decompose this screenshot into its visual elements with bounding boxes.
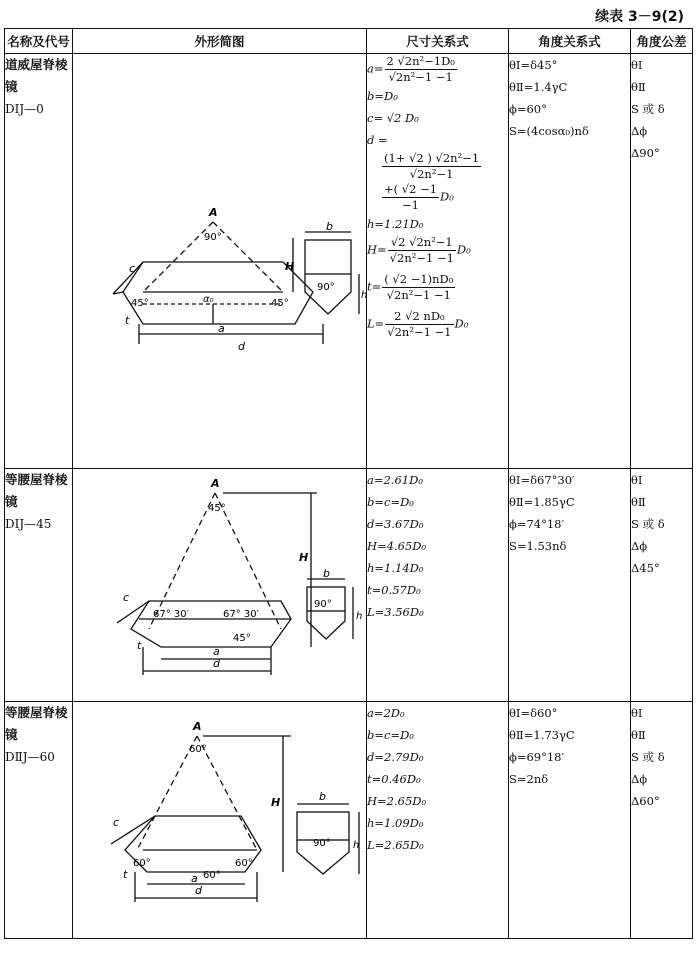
alpha-label: α₀: [203, 294, 214, 305]
formula-d: d=3.67D₀: [367, 517, 424, 531]
formula-t-lhs: t=: [367, 279, 382, 294]
apex-label: A: [193, 720, 202, 733]
prism-name-cell: [5, 469, 73, 702]
angle-theta2: θⅡ=1.4γC: [509, 80, 568, 94]
apex-label: A: [209, 206, 218, 219]
table-caption: 续表 3－9(2): [595, 9, 684, 25]
tol-theta2: θⅡ: [631, 495, 646, 509]
prism-name: 等腰屋脊棱: [5, 472, 68, 487]
angle-cell: [509, 469, 631, 702]
left-angle: 60°: [133, 858, 151, 869]
angle-phi: ϕ=60°: [509, 102, 547, 116]
dimension-cell: [367, 469, 509, 702]
table-row: [5, 469, 693, 702]
formula-d-den2: −1: [402, 198, 419, 212]
formula-L-tail: D₀: [454, 316, 469, 331]
dim-d-label: d: [238, 340, 245, 353]
formula-d-lhs: d =: [367, 133, 388, 147]
dim-H-label: H: [299, 551, 309, 564]
prism-spec-table: [4, 28, 693, 939]
tol-theta1: θⅠ: [631, 58, 643, 72]
prism-figure: [73, 54, 367, 468]
angle-cell: [509, 54, 631, 469]
formula-b: b=c=D₀: [367, 495, 414, 509]
formula-L: L=3.56D₀: [367, 605, 424, 619]
dim-h-label: h: [361, 290, 367, 301]
prism-figure: [73, 469, 367, 701]
formula-d-num2: +( √2 −1: [384, 182, 438, 196]
angle-S: S=1.53nδ: [509, 539, 567, 553]
formula-H: H=4.65D₀: [367, 539, 427, 553]
formula-b: b=c=D₀: [367, 728, 414, 742]
dim-c-label: c: [113, 816, 120, 829]
formula-a-den: √2n²−1 −1: [388, 70, 453, 84]
dim-h-label: h: [353, 840, 360, 851]
apex-angle: 45°: [208, 503, 226, 514]
left-angle: 45°: [131, 298, 149, 309]
inner-angle: 60°: [203, 870, 221, 881]
tol-phi: Δϕ: [631, 772, 648, 786]
prism-name: 等腰屋脊棱: [5, 705, 68, 720]
formula-H-den: √2n²−1 −1: [389, 251, 454, 265]
tolerance-cell: [631, 54, 693, 469]
roof-angle: 90°: [313, 838, 331, 849]
header-tolerance: 角度公差: [631, 29, 693, 54]
prism-code: DⅠJ—45: [5, 517, 52, 531]
prism-name-cell: [5, 702, 73, 939]
dim-c-label: c: [123, 591, 130, 604]
dim-c-label: c: [129, 262, 136, 275]
angle-theta2: θⅡ=1.85γC: [509, 495, 575, 509]
formula-H: H=2.65D₀: [367, 794, 427, 808]
dim-t-label: t: [123, 868, 128, 881]
formula-d-num: (1+ √2 ) √2n²−1: [384, 151, 480, 165]
dim-d-label: d: [213, 657, 220, 670]
angle-phi: ϕ=69°18′: [509, 750, 565, 764]
dim-b-label: b: [326, 220, 333, 233]
tol-theta2: θⅡ: [631, 728, 646, 742]
right-angle: 67° 30′: [223, 609, 259, 620]
dim-d-label: d: [195, 884, 202, 897]
right-angle: 45°: [271, 298, 289, 309]
formula-d-tail: D₀: [440, 189, 454, 204]
dim-h-label: h: [356, 611, 363, 622]
prism-figure: [73, 702, 367, 938]
tol-phi: Δϕ: [631, 539, 648, 553]
angle-theta1: θⅠ=δ67°30′: [509, 473, 575, 487]
formula-H-num: √2 √2n²−1: [388, 235, 456, 251]
prism-name: 道威屋脊棱: [5, 57, 68, 72]
table-row: [5, 54, 693, 469]
right-angle: 60°: [235, 858, 253, 869]
dim-t-label: t: [125, 314, 130, 327]
header-dimensions: 尺寸关系式: [367, 29, 509, 54]
formula-b: b=D₀: [367, 89, 398, 103]
angle-S: S=(4cosα₀)nδ: [509, 124, 589, 138]
figure-cell: [73, 702, 367, 939]
angle-theta1: θⅠ=δ60°: [509, 706, 558, 720]
table-row: [5, 702, 693, 939]
formula-a-lhs: a=: [367, 61, 384, 76]
formula-h: h=1.14D₀: [367, 561, 424, 575]
dim-a-label: a: [213, 645, 220, 658]
prism-code: DⅠJ—0: [5, 102, 44, 116]
tol-angle: Δ60°: [631, 794, 660, 808]
formula-t-num: ( √2 −1)nD₀: [384, 272, 454, 286]
tol-theta1: θⅠ: [631, 473, 643, 487]
formula-H-tail: D₀: [456, 242, 471, 257]
header-row: [5, 29, 693, 54]
formula-L: L=2.65D₀: [367, 838, 424, 852]
angle-theta2: θⅡ=1.73γC: [509, 728, 575, 742]
tol-angle: Δ90°: [631, 146, 660, 160]
tol-angle: Δ45°: [631, 561, 660, 575]
formula-a: a=2.61D₀: [367, 473, 423, 487]
dim-t-label: t: [137, 639, 142, 652]
formula-H-lhs: H=: [367, 242, 387, 257]
prism-name-cont: 镜: [5, 494, 18, 509]
angle-cell: [509, 702, 631, 939]
dim-H-label: H: [271, 796, 281, 809]
prism-name-cont: 镜: [5, 79, 18, 94]
formula-L-lhs: L=: [367, 316, 385, 331]
apex-angle: 60°: [189, 744, 207, 755]
tol-S: S 或 δ: [631, 750, 665, 764]
angle-theta1: θⅠ=δ45°: [509, 58, 558, 72]
left-angle: 67° 30′: [153, 609, 189, 620]
tol-S: S 或 δ: [631, 517, 665, 531]
dimension-cell: [367, 702, 509, 939]
dimension-cell: [367, 54, 509, 469]
angle-S: S=2nδ: [509, 772, 549, 786]
prism-code: DⅡJ—60: [5, 750, 55, 764]
header-figure: 外形简图: [73, 29, 367, 54]
formula-t: t=0.46D₀: [367, 772, 421, 786]
formula-L-num: 2 √2 nD₀: [385, 309, 453, 325]
apex-label: A: [211, 477, 220, 490]
formula-a-num: 2 √2n²−1D₀: [386, 54, 455, 68]
apex-angle: 90°: [204, 232, 222, 243]
roof-angle: 90°: [314, 599, 332, 610]
prism-name-cont: 镜: [5, 727, 18, 742]
figure-cell: [73, 469, 367, 702]
header-angles: 角度关系式: [509, 29, 631, 54]
tol-theta2: θⅡ: [631, 80, 646, 94]
prism-name-cell: [5, 54, 73, 469]
dim-H-label: H: [285, 260, 295, 273]
dim-b-label: b: [319, 790, 326, 803]
formula-h: h=1.21D₀: [367, 217, 424, 231]
figure-cell: [73, 54, 367, 469]
dim-a-label: a: [191, 872, 198, 885]
header-name: 名称及代号: [5, 29, 73, 54]
formula-L-den: √2n²−1 −1: [387, 325, 452, 339]
tol-theta1: θⅠ: [631, 706, 643, 720]
dim-a-label: a: [218, 322, 225, 335]
formula-c: c= √2 D₀: [367, 111, 419, 125]
tolerance-cell: [631, 469, 693, 702]
inner-angle: 45°: [233, 633, 251, 644]
angle-phi: ϕ=74°18′: [509, 517, 565, 531]
roof-angle: 90°: [317, 282, 335, 293]
formula-d: d=2.79D₀: [367, 750, 424, 764]
formula-h: h=1.09D₀: [367, 816, 424, 830]
formula-d-den: √2n²−1: [409, 167, 454, 181]
formula-t: t=0.57D₀: [367, 583, 421, 597]
tol-phi: Δϕ: [631, 124, 648, 138]
tol-S: S 或 δ: [631, 102, 665, 116]
formula-t-den: √2n²−1 −1: [386, 288, 451, 302]
dim-b-label: b: [323, 567, 330, 580]
formula-a: a=2D₀: [367, 706, 405, 720]
tolerance-cell: [631, 702, 693, 939]
